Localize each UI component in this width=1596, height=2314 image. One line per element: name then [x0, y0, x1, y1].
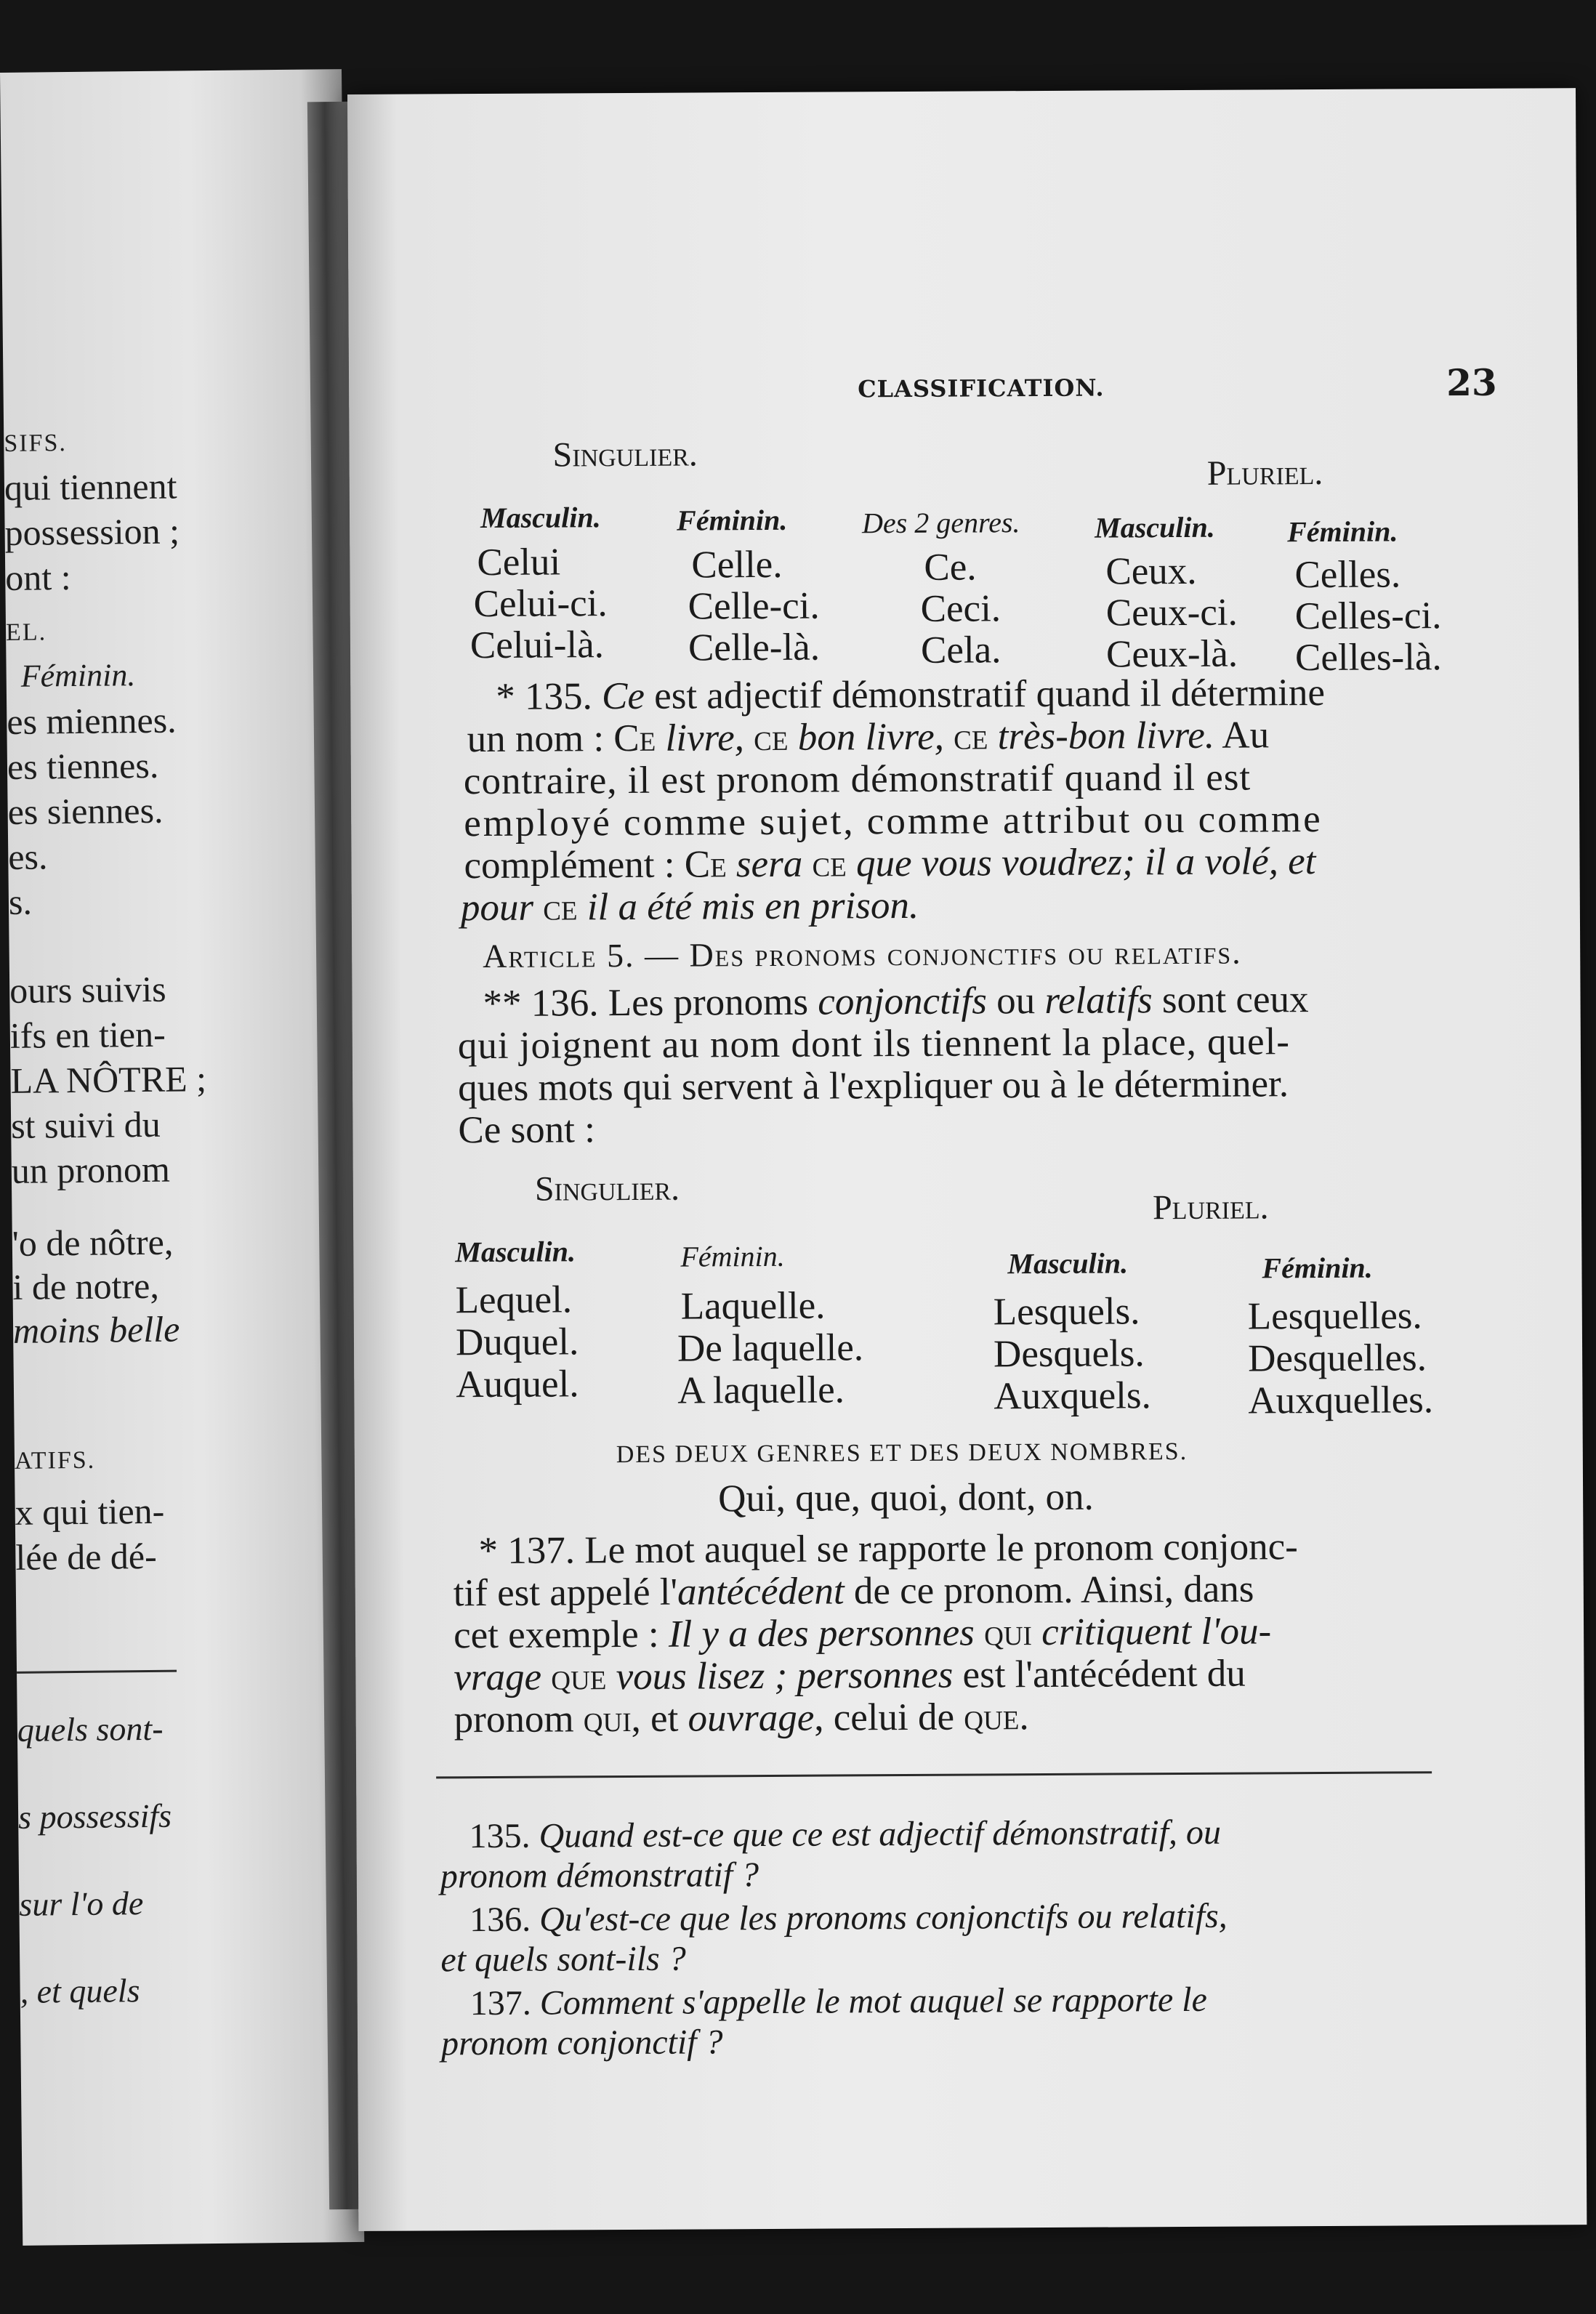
col-head: Féminin.: [1287, 515, 1398, 549]
left-line: LA NÔTRE ;: [10, 1058, 207, 1101]
left-line: ATIFS.: [14, 1446, 96, 1475]
table-cell: Celles-là.: [1294, 636, 1442, 680]
table-cell: Desquelles.: [1247, 1337, 1427, 1380]
plural-label: Pluriel.: [1206, 453, 1323, 493]
p135-line1: * 135. Ce est adjectif démonstratif quand il détermine: [496, 671, 1326, 718]
left-line: possession ;: [4, 510, 180, 553]
right-page: [347, 88, 1587, 2231]
table-cell: Duquel.: [455, 1321, 579, 1364]
left-line: es.: [8, 836, 48, 877]
question-137-line1: 137. Comment s'appelle le mot auquel se rapporte le: [469, 1980, 1208, 2023]
table-cell: Celles-ci.: [1294, 594, 1442, 638]
running-title: CLASSIFICATION.: [858, 374, 1105, 403]
p135-line2: un nom : Ce livre, ce bon livre, ce très-bon livre. Au: [467, 714, 1270, 761]
article-5-heading: Article 5. — Des pronoms conjonctifs ou relatifs.: [483, 933, 1242, 975]
table-cell: Ceux.: [1105, 549, 1197, 593]
p135-line5: complément : Ce sera ce que vous voudrez; il a volé, et: [464, 840, 1316, 887]
table-cell: Celui-là.: [469, 624, 605, 667]
col-head: Féminin.: [1262, 1251, 1373, 1285]
question-137-line2: pronom conjonctif ?: [440, 2023, 723, 2063]
left-line: moins belle: [12, 1308, 180, 1351]
left-line: ifs en tien-: [9, 1013, 166, 1056]
p137-line5: pronom qui, et ouvrage, celui de que.: [454, 1696, 1029, 1741]
p135-line4: employé comme sujet, comme attribut ou comme: [464, 797, 1323, 845]
p136-line2: qui joignent au nom dont ils tiennent la place, quel-: [457, 1020, 1291, 1068]
p136-line3: ques mots qui servent à l'expliquer ou à le déterminer.: [458, 1063, 1289, 1110]
left-line: st suivi du: [10, 1103, 161, 1146]
table-cell: Celle-là.: [688, 626, 821, 669]
left-line: es tiennes.: [7, 744, 159, 787]
left-line: quels sont-: [17, 1709, 164, 1749]
invariable-pronoun-list: Qui, que, quoi, dont, on.: [717, 1475, 1095, 1520]
left-line: , et quels: [20, 1972, 140, 2010]
left-rule: [17, 1670, 177, 1674]
question-135-line1: 135. Quand est-ce que ce est adjectif démonstratif, ou: [469, 1813, 1222, 1856]
col-head: Masculin.: [455, 1235, 576, 1269]
col-head: Masculin.: [480, 501, 601, 535]
left-line: s possessifs: [17, 1797, 172, 1836]
p137-line3: cet exemple : Il y a des personnes qui critiquent l'ou-: [453, 1610, 1272, 1657]
table-cell: Auxquelles.: [1248, 1379, 1434, 1422]
p136-line4: Ce sont :: [458, 1108, 596, 1152]
p137-line4: vrage que vous lisez ; personnes est l'antécédent du: [454, 1652, 1246, 1699]
table-cell: Lesquelles.: [1247, 1294, 1422, 1338]
table-cell: Celui: [477, 541, 561, 584]
left-line: i de notre,: [12, 1265, 160, 1307]
col-head: Féminin.: [680, 1239, 785, 1273]
left-line: SIFS.: [4, 430, 68, 457]
table-cell: Ceci.: [920, 587, 1001, 630]
col-head: Masculin.: [1007, 1246, 1129, 1281]
table-cell: Ceux-ci.: [1105, 591, 1238, 634]
left-line: lée de dé-: [15, 1535, 157, 1578]
both-genders-heading: DES DEUX GENRES ET DES DEUX NOMBRES.: [616, 1438, 1188, 1469]
table-cell: Cela.: [920, 629, 1001, 672]
table-cell: Celui-ci.: [473, 582, 608, 626]
table-cell: A laquelle.: [677, 1368, 845, 1412]
table-cell: Auquel.: [456, 1363, 579, 1406]
table-cell: Auxquels.: [994, 1374, 1151, 1418]
left-line: EL.: [5, 618, 47, 646]
p137-line2: tif est appelé l'antécédent de ce pronom. Ainsi, dans: [453, 1568, 1254, 1615]
table-cell: Celle-ci.: [688, 584, 820, 628]
p137-line1: * 137. Le mot auquel se rapporte le pronom conjonc-: [478, 1525, 1299, 1573]
plural-label: Pluriel.: [1152, 1188, 1269, 1227]
question-136-line1: 136. Qu'est-ce que les pronoms conjonctifs ou relatifs,: [469, 1896, 1228, 1940]
table-cell: Ceux-là.: [1105, 632, 1238, 676]
table-cell: Celles.: [1294, 553, 1401, 597]
table-cell: Laquelle.: [680, 1284, 826, 1328]
table-cell: Desquels.: [993, 1332, 1145, 1376]
table-cell: Ce.: [924, 546, 977, 589]
col-head: Masculin.: [1095, 510, 1215, 544]
left-line: es siennes.: [7, 789, 164, 832]
left-line: ont :: [4, 557, 71, 598]
questions-divider: [436, 1771, 1432, 1778]
col-head: Féminin.: [676, 503, 788, 537]
p136-line1: ** 136. Les pronoms conjonctifs ou relatifs sont ceux: [483, 978, 1309, 1025]
left-line: 'o de nôtre,: [12, 1221, 174, 1264]
left-line: ours suivis: [9, 968, 166, 1011]
left-line: sur l'o de: [19, 1884, 144, 1923]
table-cell: De laquelle.: [677, 1326, 864, 1370]
left-line: es miennes.: [7, 699, 177, 742]
left-line: un pronom: [11, 1148, 171, 1191]
p135-line6: pour ce il a été mis en prison.: [460, 884, 919, 930]
left-line: Féminin.: [20, 657, 136, 694]
table-cell: Lequel.: [455, 1278, 573, 1322]
left-line: x qui tien-: [15, 1490, 165, 1533]
table-cell: Lesquels.: [993, 1290, 1140, 1334]
page-number: 23: [1446, 360, 1497, 405]
table-cell: Celle.: [691, 543, 783, 586]
singular-label: Singulier.: [552, 435, 698, 475]
question-135-line2: pronom démonstratif ?: [440, 1855, 759, 1896]
question-136-line2: et quels sont-ils ?: [440, 1939, 686, 1980]
left-line: qui tiennent: [4, 465, 177, 508]
p135-line3: contraire, il est pronom démonstratif quand il est: [463, 756, 1252, 803]
col-head: Des 2 genres.: [861, 506, 1020, 540]
left-line: s.: [8, 881, 33, 922]
singular-label: Singulier.: [534, 1169, 680, 1209]
